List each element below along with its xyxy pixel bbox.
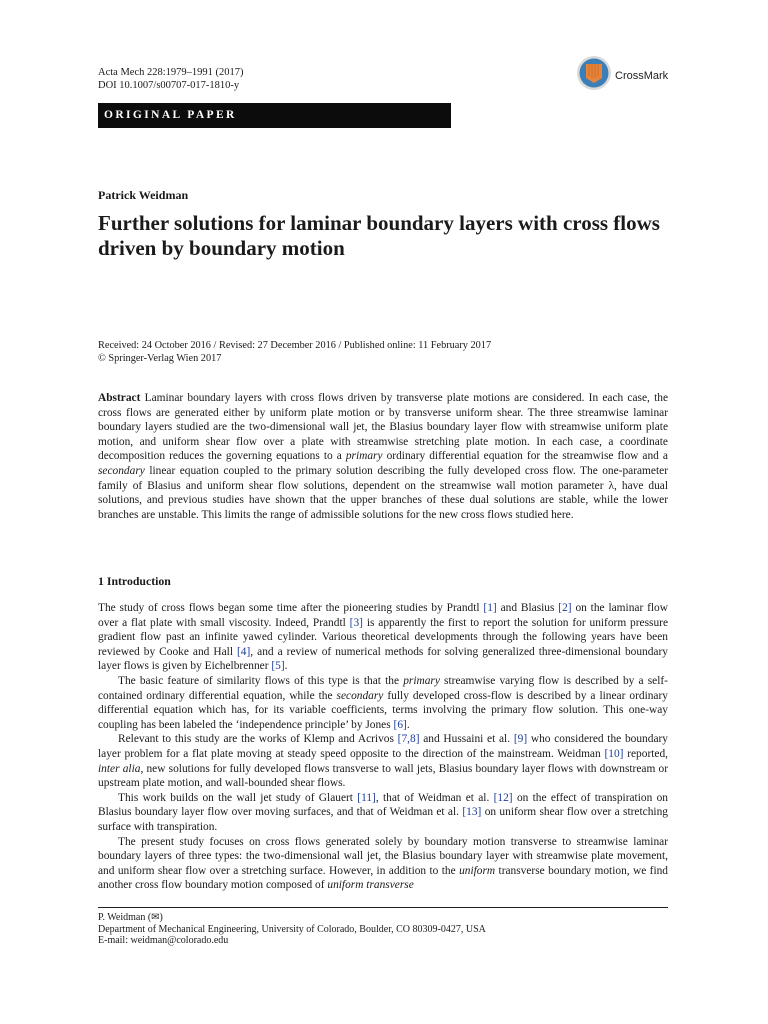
reference-link[interactable]: [13]: [462, 806, 482, 819]
paragraph: The basic feature of similarity flows of this type is that the primary streamwise varying flow is described by a self-contained ordinary differential equation, while the secondary fully developed cross-flow is described by a linear ordinary differential equation which has, for its variable coefficients, terms involving the primary flow solution. This one-way coupling has been labeled the ‘independence principle’ by Jones [6].: [98, 674, 668, 731]
journal-volume-line: Acta Mech 228:1979–1991 (2017): [98, 67, 244, 78]
affiliation-author: P. Weidman (✉): [98, 912, 163, 923]
crossmark-label: CrossMark: [615, 69, 669, 82]
reference-link[interactable]: [6]: [393, 718, 407, 731]
copyright-line: © Springer-Verlag Wien 2017: [98, 352, 222, 364]
footnote-divider: [98, 907, 668, 908]
abstract-text: ordinary differential equation for the streamwise flow and a: [386, 450, 668, 463]
paper-title: Further solutions for laminar boundary layers with cross flows driven by boundary motion: [98, 211, 660, 260]
dates-line: Received: 24 October 2016 / Revised: 27 December 2016 / Published online: 11 February 2017: [98, 340, 492, 351]
author-name: Patrick Weidman: [98, 188, 189, 202]
crossmark-badge[interactable]: [576, 55, 668, 96]
reference-link[interactable]: [3]: [349, 616, 363, 629]
doi-line[interactable]: DOI 10.1007/s00707-017-1810-y: [98, 79, 240, 91]
paragraph: This work builds on the wall jet study of Glauert [11], that of Weidman et al. [12] on the effect of transpiration on Blasius boundary layer flow over moving surfaces, and that of Weidman et al. [13] on uniform shear flow over a stretching surface with transpiration.: [98, 791, 668, 833]
abstract: [98, 391, 668, 522]
reference-link[interactable]: [2]: [558, 602, 572, 614]
abstract-emphasis: primary: [345, 450, 383, 463]
author-affiliation: [98, 912, 486, 947]
crossmark-icon: [576, 55, 612, 96]
abstract-label: Abstract: [98, 392, 141, 404]
reference-link[interactable]: [9]: [513, 733, 528, 746]
reference-link[interactable]: [5]: [271, 660, 285, 673]
publication-dates: [98, 340, 491, 365]
reference-link[interactable]: [1]: [483, 602, 497, 614]
paragraph: The study of cross flows began some time after the pioneering studies by Prandtl [1] and Blasius [2] on the laminar flow over a flat plate with small viscosity. Indeed, Prandtl [3] is apparently the first to report the solution for uniform pressure gradient flow past an infinite yawed cylinder. Various theoretical developments through the following years have been reviewed by Cooke and Hall [4], and a review of numerical methods for solving generalized three-dimensional boundary layer flows is given by Eichelbrenner [5].: [98, 602, 669, 673]
affiliation-department: Department of Mechanical Engineering, University of Colorado, Boulder, CO 80309-0427, USA: [98, 923, 486, 935]
reference-link[interactable]: [7,8]: [397, 733, 420, 746]
article-type-banner: ORIGINAL PAPER: [98, 103, 451, 128]
introduction-body: [98, 601, 668, 893]
abstract-text: Laminar boundary layers with cross flows driven by transverse plate motions are considered. In each case, the cross flows are generated either by uniform plate motion or by transverse uniform shear. The three streamwise laminar boundary layers studied are the two-dimensional wall jet, the Blasius boundary layer flow with streamwise uniform plate motion, and uniform shear flow over a plate with streamwise stretching plate motion. In each case, a coordinate decomposition reduces the governing equations to a: [98, 392, 668, 463]
journal-citation: [98, 67, 244, 92]
paragraph: Relevant to this study are the works of Klemp and Acrivos [7,8] and Hussaini et al. [9] who considered the boundary layer problem for a flat plate moving at steady speed opposite to the direction of the mainstream. Weidman [10] reported, inter alia, new solutions for fully developed flows transverse to wall jets, Blasius boundary layer flows with downstream or upstream plate motion, and wall-bounded shear flows.: [98, 733, 668, 790]
reference-link[interactable]: [4]: [237, 645, 251, 658]
section-heading: 1 Introduction: [98, 574, 171, 588]
affiliation-email[interactable]: E-mail: weidman@colorado.edu: [98, 935, 229, 946]
reference-link[interactable]: [12]: [493, 791, 513, 804]
paper-page: [98, 0, 668, 1024]
paragraph: The present study focuses on cross flows generated solely by boundary motion transverse to streamwise laminar boundary layers of three types: the two-dimensional wall jet, the Blasius boundary layer with streamwise plate movement, and uniform shear flow over a stretching surface. However, in addition to the uniform transverse boundary motion, we find another cross flow boundary motion composed of uniform transverse: [98, 835, 668, 892]
abstract-text: linear equation coupled to the primary solution describing the fully developed cross flow. The one-parameter family of Blasius and uniform shear flow solutions, dependent on the streamwise wall motion parameter λ, have dual solutions, and previous studies have shown that the upper branches of these dual solutions are stable, while the lower branches are unstable. This limits the range of admissible solutions for the new cross flows studied here.: [98, 464, 668, 521]
abstract-emphasis: secondary: [98, 464, 145, 477]
reference-link[interactable]: [10]: [604, 747, 624, 760]
reference-link[interactable]: [11]: [357, 791, 376, 804]
